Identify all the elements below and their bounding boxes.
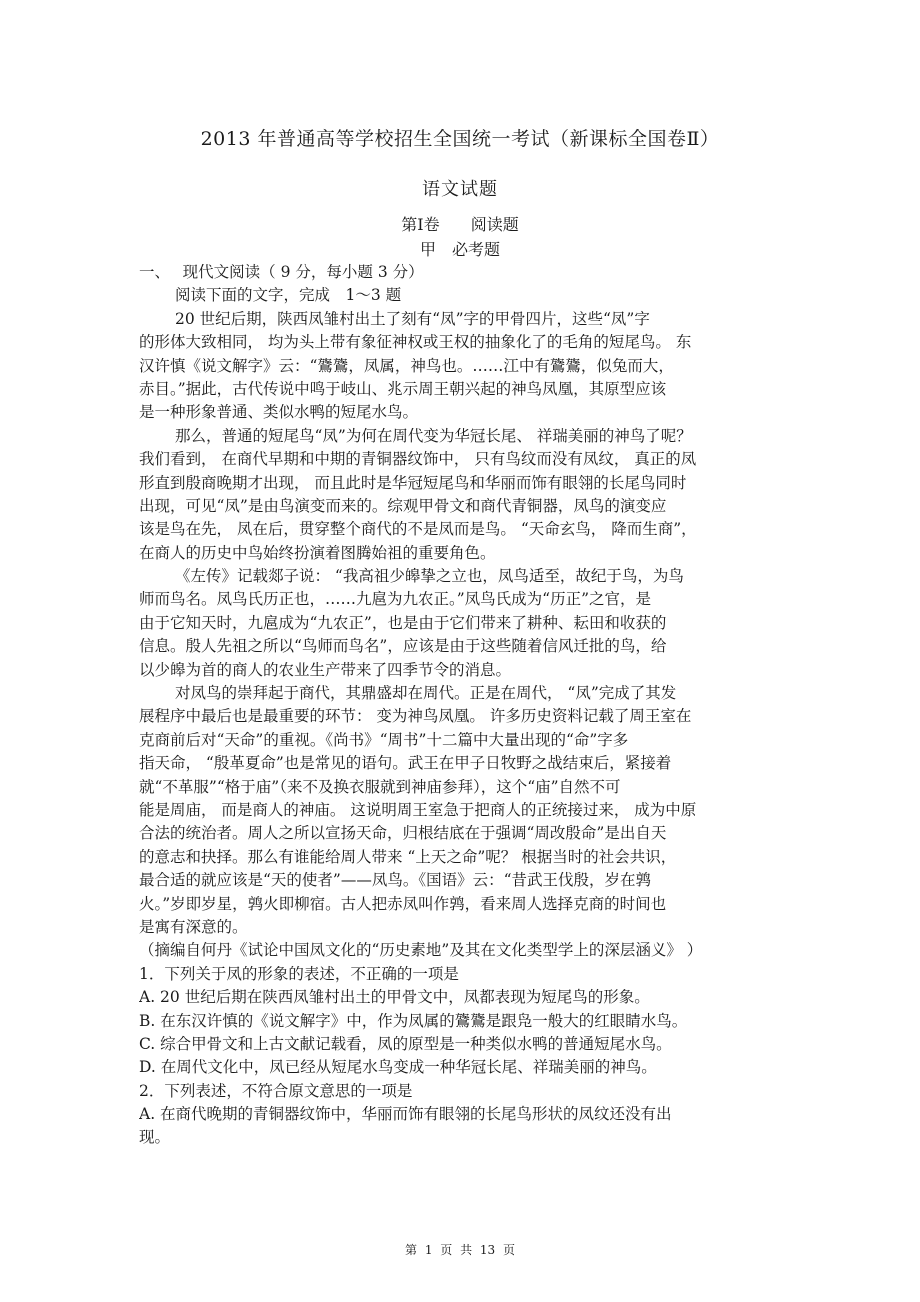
text-line: 师而鸟名。凤鸟氏历正也，……九扈为九农正。”凤鸟氏成为“历正”之官，是	[139, 590, 652, 609]
text-line: 出现，可见“凤”是由鸟演变而来的。综观甲骨文和商代青铜器，凤鸟的演变应	[139, 496, 667, 515]
source-citation: （摘编自何丹《试论中国凤文化的“历史素地”及其在文化类型学上的深层涵义》 ）	[139, 941, 703, 960]
option-a: A. 20 世纪后期在陕西凤雏村出土的甲骨文中，凤都表现为短尾鸟的形象。	[139, 988, 650, 1007]
text-line: 的形体大致相同， 均为头上带有象征神权或王权的抽象化了的毛角的短尾鸟。 东	[139, 333, 692, 352]
text-line: 以少皞为首的商人的农业生产带来了四季节令的消息。	[139, 660, 512, 679]
text-line: 火。”岁即岁星，鹑火即柳宿。古人把赤凤叫作鹑，看来周人选择克商的时间也	[139, 894, 667, 913]
page-footer: 第 1 页 共 13 页	[405, 1243, 515, 1257]
option-a: A. 在商代晚期的青铜器纹饰中，华丽而饰有眼翎的长尾鸟形状的凤纹还没有出	[139, 1105, 672, 1124]
text-line: 克商前后对“天命”的重视。《尚书》“周书”十二篇中大量出现的“命”字多	[139, 730, 629, 749]
subject-title: 语文试题	[422, 179, 498, 200]
text-line: 就“不革服”“格于庙”（来不及换衣服就到神庙参拜），这个“庙”自然不可	[139, 777, 621, 796]
text-line: 汉许慎《说文解字》云：“鷟鷟，凤属，神鸟也。……江中有鷟鷟，似兔而大，	[139, 356, 674, 375]
text-line: 是寓有深意的。	[139, 917, 248, 936]
question-2: 2．下列表述，不符合原文意思的一项是	[139, 1081, 413, 1100]
exam-title: 2013 年普通高等学校招生全国统一考试（新课标全国卷Ⅱ）	[200, 128, 720, 150]
text-line: 是一种形象普通、类似水鸭的短尾水鸟。	[139, 403, 419, 422]
text-line: 我们看到， 在商代早期和中期的青铜器纹饰中， 只有鸟纹而没有凤纹， 真正的凤	[139, 450, 697, 469]
text-line: 《左传》记载郯子说： “我高祖少皞挚之立也，凤鸟适至，故纪于鸟，为鸟	[175, 567, 684, 586]
text-line: 20 世纪后期，陕西凤雏村出土了刻有“凤”字的甲骨四片，这些“凤”字	[175, 309, 650, 328]
text-line: 对凤鸟的崇拜起于商代，其鼎盛却在周代。正是在周代， “凤”完成了其发	[175, 684, 677, 703]
text-line: 现。	[139, 1128, 171, 1147]
document-body	[139, 261, 789, 1150]
text-line: 合法的统治者。周人之所以宣扬天命，归根结底在于强调“周改殷命”是出自天	[139, 824, 667, 843]
option-c: C. 综合甲骨文和上古文献记载看，凤的原型是一种类似水鸭的普通短尾水鸟。	[139, 1034, 672, 1053]
text-line: 那么，普通的短尾鸟“凤”为何在周代变为华冠长尾、 祥瑞美丽的神鸟了呢？	[175, 426, 692, 445]
question-1: 1．下列关于凤的形象的表述，不正确的一项是	[139, 964, 459, 983]
text-line: 赤目。”据此，古代传说中鸣于岐山、兆示周王朝兴起的神鸟凤凰，其原型应该	[139, 379, 667, 398]
text-line: 由于它知天时，九扈成为“九农正”，也是由于它们带来了耕种、耘田和收获的	[139, 613, 667, 632]
text-line: 该是鸟在先， 凤在后，贯穿整个商代的不是凤而是鸟。 “天命玄鸟， 降而生商”，	[139, 520, 697, 539]
text-line: 能是周庙， 而是商人的神庙。 这说明周王室急于把商人的正统接过来， 成为中原	[139, 800, 697, 819]
section-heading: 一、 现代文阅读（ 9 分，每小题 3 分）	[139, 263, 424, 281]
option-b: B. 在东汉许慎的《说文解字》中，作为凤属的鷟鷟是跟凫一般大的红眼睛水鸟。	[139, 1011, 688, 1030]
text-line: 最合适的就应该是“天的使者”——凤鸟。《国语》云：“昔武王伐殷，岁在鹑	[139, 871, 652, 890]
text-line: 展程序中最后也是最重要的环节： 变为神鸟凤凰。 许多历史资料记载了周王室在	[139, 707, 692, 726]
text-line: 在商人的历史中鸟始终扮演着图腾始祖的重要角色。	[139, 543, 496, 562]
part-heading: 甲 必考题	[419, 240, 500, 259]
text-line: 的意志和抉择。那么有谁能给周人带来 “上天之命”呢？ 根据当时的社会共识，	[139, 847, 677, 866]
option-d: D. 在周代文化中，凤已经从短尾水鸟变成一种华冠长尾、祥瑞美丽的神鸟。	[139, 1058, 657, 1077]
text-line: 形直到殷商晚期才出现， 而且此时是华冠短尾鸟和华丽而饰有眼翎的长尾鸟同时	[139, 473, 687, 492]
text-line: 信息。殷人先祖之所以“鸟师而鸟名”，应该是由于这些随着信风迁批的鸟，给	[139, 637, 667, 656]
volume-heading: 第Ⅰ卷 阅读题	[401, 215, 519, 234]
instruction-line: 阅读下面的文字，完成 1～3 题	[175, 286, 402, 305]
text-line: 指天命， “殷革夏命”也是常见的语句。武王在甲子日牧野之战结束后，紧接着	[139, 754, 672, 773]
